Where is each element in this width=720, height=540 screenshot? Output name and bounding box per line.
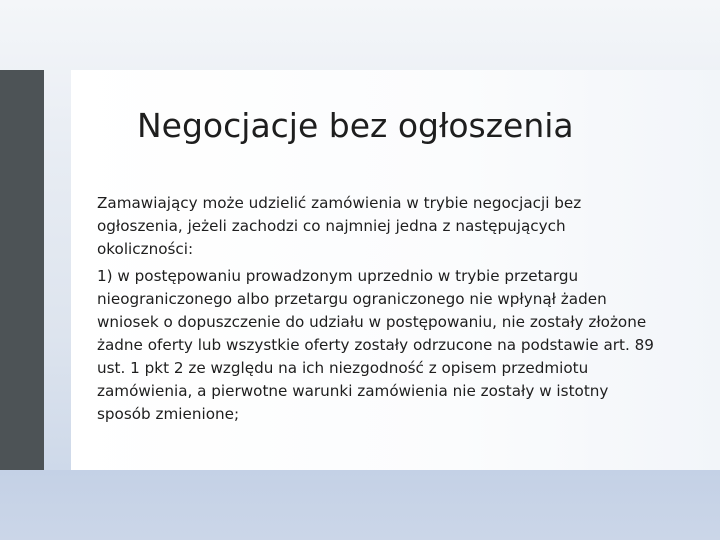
bottom-band [0,470,720,540]
slide-title: Negocjacje bez ogłoszenia [137,106,574,145]
intro-paragraph: Zamawiający może udzielić zamówienia w trybie negocjacji bez ogłoszenia, jeżeli zachodzi co najmniej jedna z następujących okoliczności: [97,194,582,258]
left-accent-bar [0,70,44,470]
point-1-paragraph: 1) w postępowaniu prowadzonym uprzednio w trybie przetargu nieograniczonego albo przetargu ograniczonego nie wpłynął żaden wniosek o dopuszczenie do udziału w postępowaniu, nie zostały złożone żadne oferty lub wszystkie oferty zostały odrzucone na podstawie art. 89 ust. 1 pkt 2 ze względu na ich niezgodność z opisem przedmiotu zamówienia, a pierwotne warunki zamówienia nie zostały w istotny sposób zmienione; [97,267,654,423]
slide-body [97,192,657,430]
slide-panel [71,70,720,470]
